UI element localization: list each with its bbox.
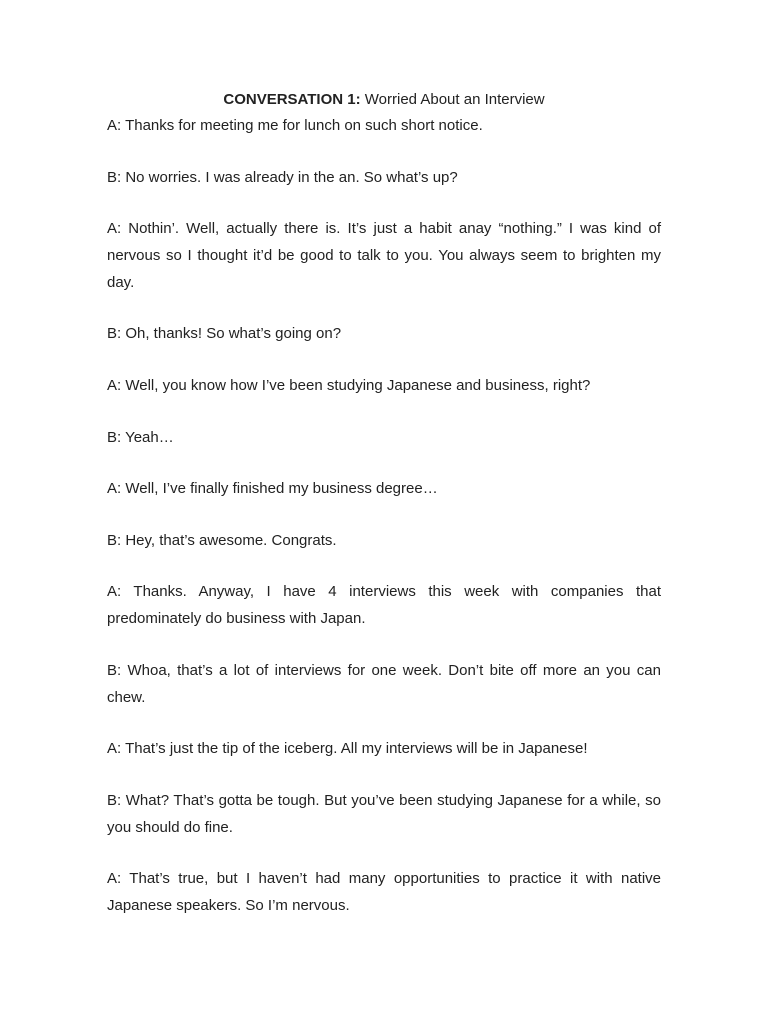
dialogue-line: A: Thanks for meeting me for lunch on such short notice. (107, 117, 483, 134)
dialogue-line: A: That’s just the tip of the iceberg. All my interviews will be in Japanese! (107, 740, 588, 758)
conversation-title-text: Worried About an Interview (364, 91, 545, 108)
dialogue-line: B: Hey, that’s awesome. Congrats. (107, 531, 337, 549)
dialogue-line: B: Yeah… (107, 428, 174, 446)
dialogue-line: A: That’s true, but I haven’t had many opportunities to practice it with native Japanese speakers. So I’m nervous. (107, 870, 661, 914)
dialogue-line: B: No worries. I was already in the an. So what’s up? (107, 168, 458, 186)
dialogue-line: B: Oh, thanks! So what’s going on? (107, 325, 342, 343)
dialogue-line: A: Well, you know how I’ve been studying Japanese and business, right? (107, 376, 591, 394)
conversation-title-number: CONVERSATION 1: (223, 91, 361, 108)
dialogue-line: A: Nothin’. Well, actually there is. It’s just a habit anay “nothing.” I was kind of nervous so I thought it’d be good to talk to you. You always seem to brighten my day. (107, 220, 661, 291)
dialogue-line: B: What? That’s gotta be tough. But you’ve been studying Japanese for a while, so you should do fine. (107, 791, 661, 836)
conversation-title (107, 90, 661, 110)
dialogue-line: A: Thanks. Anyway, I have 4 interviews this week with companies that predominately do business with Japan. (107, 583, 661, 628)
document-page (107, 90, 661, 945)
dialogue-line: A: Well, I’ve finally finished my business degree… (107, 480, 438, 498)
dialogue-line: B: Whoa, that’s a lot of interviews for one week. Don’t bite off more an you can chew. (107, 661, 661, 706)
